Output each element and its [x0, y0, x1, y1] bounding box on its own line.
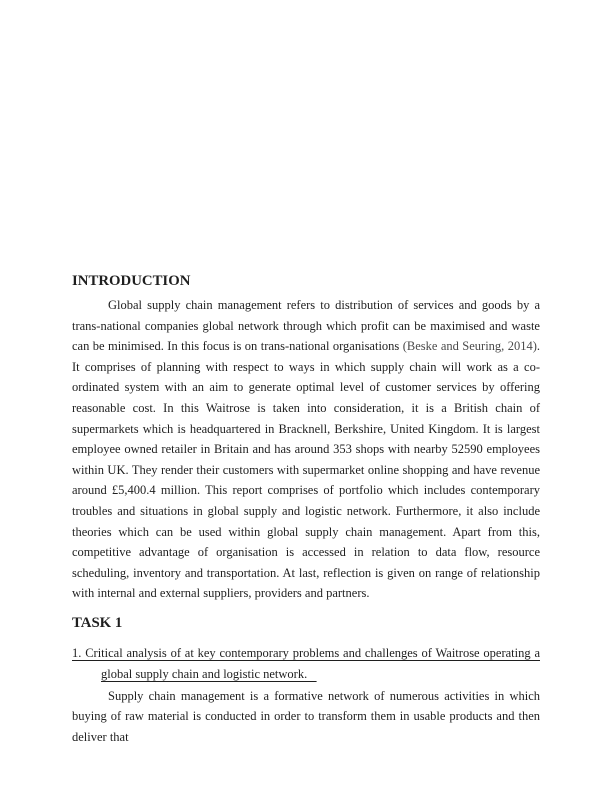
- section-heading-task1: TASK 1: [72, 614, 123, 631]
- intro-text-before-citation: Global supply chain management refers to distribution of services and goods by a trans-national companies global network through which profit can be maximised and waste can be minimised. In this focus is on trans-national organisations: [72, 298, 540, 354]
- intro-text-after-citation: . It comprises of planning with respect to ways in which supply chain will work as a co-ordinated system with an aim to generate optimal level of customer services by offering reasonable cost. In this Waitrose is taken into consideration, it is a British chain of supermarkets which is headquartered in Bracknell, Berkshire, United Kingdom. It is largest employee owned retailer in Britain and has around 353 shops with nearby 52590 employees within UK. They render their customers with supermarket online shopping and have revenue around £5,400.4 million. This report comprises of portfolio which includes contemporary troubles and situations in global supply and logistic network. Furthermore, it also include theories which can be used within global supply chain management. Apart from this, competitive advantage of organisation is accessed in relation to data flow, resource scheduling, inventory and transportation. At last, reflection is given on range of relationship with internal and external suppliers, providers and partners.: [72, 339, 540, 601]
- intro-paragraph: [72, 295, 540, 604]
- task1-paragraph: Supply chain management is a formative network of numerous activities in which buying of raw material is conducted in order to transform them in usable products and then deliver that: [72, 688, 540, 744]
- section-heading-introduction: INTRODUCTION: [72, 273, 191, 289]
- page-content: [72, 0, 540, 747]
- task1-subheading: [72, 643, 540, 685]
- citation-beske-seuring: (Beske and Seuring, 2014): [402, 339, 537, 354]
- task1-subheading-text: 1. Critical analysis of at key contemporary problems and challenges of Waitrose operating a global supply chain and logistic network.: [72, 645, 540, 681]
